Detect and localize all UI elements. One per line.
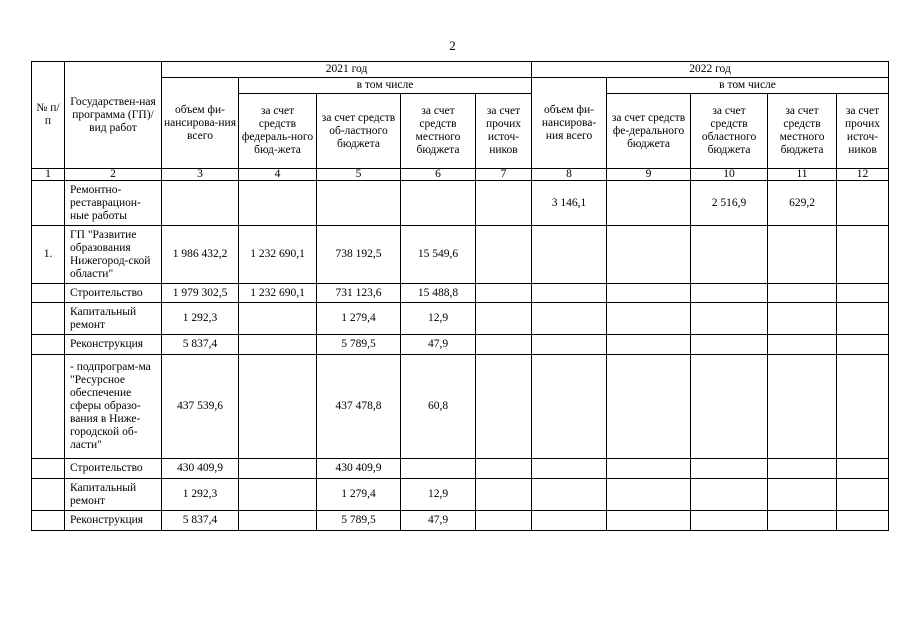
table-cell xyxy=(768,335,837,355)
table-cell xyxy=(532,479,607,511)
table-cell xyxy=(691,226,768,284)
table-cell: 738 192,5 xyxy=(317,226,401,284)
table-cell: 12,9 xyxy=(401,303,476,335)
header-federal-2021: за счет средств федераль-ного бюд-жета xyxy=(239,94,317,169)
table-cell xyxy=(607,479,691,511)
row-number xyxy=(32,459,65,479)
header-local-2022: за счет средств местного бюджета xyxy=(768,94,837,169)
row-name: Реконструкция xyxy=(65,511,162,531)
table-cell xyxy=(837,479,889,511)
table-cell xyxy=(691,511,768,531)
header-year-2022: 2022 год xyxy=(532,62,889,78)
row-name: Ремонтно-реставрацион-ные работы xyxy=(65,181,162,226)
table-cell xyxy=(239,355,317,459)
table-row xyxy=(32,459,889,479)
table-cell: 629,2 xyxy=(768,181,837,226)
table-cell: 2 516,9 xyxy=(691,181,768,226)
table-cell xyxy=(239,303,317,335)
table-cell xyxy=(401,459,476,479)
table-cell: 5 789,5 xyxy=(317,511,401,531)
header-regional-2022: за счет средств областного бюджета xyxy=(691,94,768,169)
column-number: 4 xyxy=(239,169,317,181)
table-cell xyxy=(532,335,607,355)
row-number xyxy=(32,181,65,226)
table-row xyxy=(32,181,889,226)
table-cell: 1 279,4 xyxy=(317,479,401,511)
row-name: Реконструкция xyxy=(65,335,162,355)
table-cell: 5 837,4 xyxy=(162,511,239,531)
table-cell xyxy=(476,459,532,479)
row-name: Капитальный ремонт xyxy=(65,303,162,335)
table-cell: 430 409,9 xyxy=(162,459,239,479)
page-number: 2 xyxy=(449,38,456,53)
table-row xyxy=(32,355,889,459)
table-cell xyxy=(691,459,768,479)
table-cell: 1 279,4 xyxy=(317,303,401,335)
column-number: 5 xyxy=(317,169,401,181)
table-cell xyxy=(476,479,532,511)
header-col-no: № п/п xyxy=(32,62,65,169)
table-cell: 1 979 302,5 xyxy=(162,284,239,303)
column-number: 12 xyxy=(837,169,889,181)
table-cell: 430 409,9 xyxy=(317,459,401,479)
row-number xyxy=(32,355,65,459)
table-cell xyxy=(607,459,691,479)
column-number-row xyxy=(32,169,889,181)
table-cell xyxy=(837,459,889,479)
header-year-2021: 2021 год xyxy=(162,62,532,78)
row-number xyxy=(32,303,65,335)
header-including-2022: в том числе xyxy=(607,78,889,94)
table-cell xyxy=(768,303,837,335)
header-total-2021: объем фи-нансирова-ния всего xyxy=(162,78,239,169)
table-row xyxy=(32,226,889,284)
table-cell xyxy=(768,355,837,459)
table-cell xyxy=(691,335,768,355)
table-cell xyxy=(239,181,317,226)
table-cell xyxy=(401,181,476,226)
table-cell xyxy=(768,511,837,531)
table-row xyxy=(32,479,889,511)
table-cell: 437 539,6 xyxy=(162,355,239,459)
table-cell xyxy=(532,511,607,531)
table-cell: 12,9 xyxy=(401,479,476,511)
table-cell xyxy=(476,303,532,335)
row-number xyxy=(32,479,65,511)
table-cell xyxy=(476,335,532,355)
table-cell: 15 488,8 xyxy=(401,284,476,303)
table-row xyxy=(32,303,889,335)
table-cell xyxy=(317,181,401,226)
row-number: 1. xyxy=(32,226,65,284)
table-cell xyxy=(837,284,889,303)
header-total-2022: объем фи-нансирова-ния всего xyxy=(532,78,607,169)
header-col-program: Государствен-ная программа (ГП)/ вид работ xyxy=(65,62,162,169)
header-federal-2022: за счет средств фе-дерального бюджета xyxy=(607,94,691,169)
header-other-2021: за счет прочих источ-ников xyxy=(476,94,532,169)
table-cell xyxy=(476,355,532,459)
table-cell xyxy=(532,226,607,284)
table-cell xyxy=(837,511,889,531)
table-cell xyxy=(691,284,768,303)
table-cell xyxy=(691,303,768,335)
column-number: 9 xyxy=(607,169,691,181)
row-number xyxy=(32,335,65,355)
column-number: 7 xyxy=(476,169,532,181)
table-cell xyxy=(837,226,889,284)
column-number: 10 xyxy=(691,169,768,181)
table-cell: 1 232 690,1 xyxy=(239,284,317,303)
table-cell: 47,9 xyxy=(401,335,476,355)
header-other-2022: за счет прочих источ-ников xyxy=(837,94,889,169)
row-name: - подпрограм-ма "Ресурсное обеспечение сферы образо-вания в Ниже-городской об-ласти" xyxy=(65,355,162,459)
table-cell xyxy=(607,335,691,355)
table-cell: 731 123,6 xyxy=(317,284,401,303)
column-number: 11 xyxy=(768,169,837,181)
table-cell xyxy=(691,479,768,511)
table-cell xyxy=(837,303,889,335)
row-number xyxy=(32,284,65,303)
row-name: Строительство xyxy=(65,459,162,479)
column-number: 2 xyxy=(65,169,162,181)
table-cell xyxy=(532,459,607,479)
table-body xyxy=(32,181,889,531)
table-cell: 1 292,3 xyxy=(162,479,239,511)
column-number: 1 xyxy=(32,169,65,181)
row-name: Капитальный ремонт xyxy=(65,479,162,511)
table-cell xyxy=(607,284,691,303)
table-row xyxy=(32,511,889,531)
table-cell xyxy=(837,355,889,459)
table-cell xyxy=(768,479,837,511)
table-cell: 1 292,3 xyxy=(162,303,239,335)
header-local-2021: за счет средств местного бюджета xyxy=(401,94,476,169)
table-cell xyxy=(476,284,532,303)
table-cell xyxy=(162,181,239,226)
table-cell xyxy=(691,355,768,459)
table-cell xyxy=(532,284,607,303)
table-cell xyxy=(476,181,532,226)
table-row xyxy=(32,335,889,355)
header-regional-2021: за счет средств об-ластного бюджета xyxy=(317,94,401,169)
table-cell xyxy=(768,226,837,284)
table-cell xyxy=(837,335,889,355)
table-cell xyxy=(476,226,532,284)
table-cell xyxy=(239,511,317,531)
table-cell xyxy=(239,479,317,511)
table-cell: 3 146,1 xyxy=(532,181,607,226)
table-cell xyxy=(239,459,317,479)
table-cell xyxy=(532,303,607,335)
row-number xyxy=(32,511,65,531)
table-cell: 5 789,5 xyxy=(317,335,401,355)
table-cell xyxy=(607,511,691,531)
table-cell xyxy=(607,226,691,284)
table-cell xyxy=(607,355,691,459)
table-cell xyxy=(607,303,691,335)
table-cell xyxy=(476,511,532,531)
table-cell: 15 549,6 xyxy=(401,226,476,284)
table-row xyxy=(32,284,889,303)
column-number: 6 xyxy=(401,169,476,181)
row-name: Строительство xyxy=(65,284,162,303)
financing-table xyxy=(31,61,889,531)
table-cell xyxy=(607,181,691,226)
table-cell xyxy=(239,335,317,355)
table-cell xyxy=(532,355,607,459)
table-cell: 47,9 xyxy=(401,511,476,531)
table-cell: 60,8 xyxy=(401,355,476,459)
column-number: 8 xyxy=(532,169,607,181)
table-cell xyxy=(768,459,837,479)
table-cell: 1 986 432,2 xyxy=(162,226,239,284)
table-cell: 5 837,4 xyxy=(162,335,239,355)
table-cell: 437 478,8 xyxy=(317,355,401,459)
table-cell xyxy=(768,284,837,303)
table-cell xyxy=(837,181,889,226)
header-including-2021: в том числе xyxy=(239,78,532,94)
table-cell: 1 232 690,1 xyxy=(239,226,317,284)
column-number: 3 xyxy=(162,169,239,181)
row-name: ГП "Развитие образования Нижегород-ской области" xyxy=(65,226,162,284)
